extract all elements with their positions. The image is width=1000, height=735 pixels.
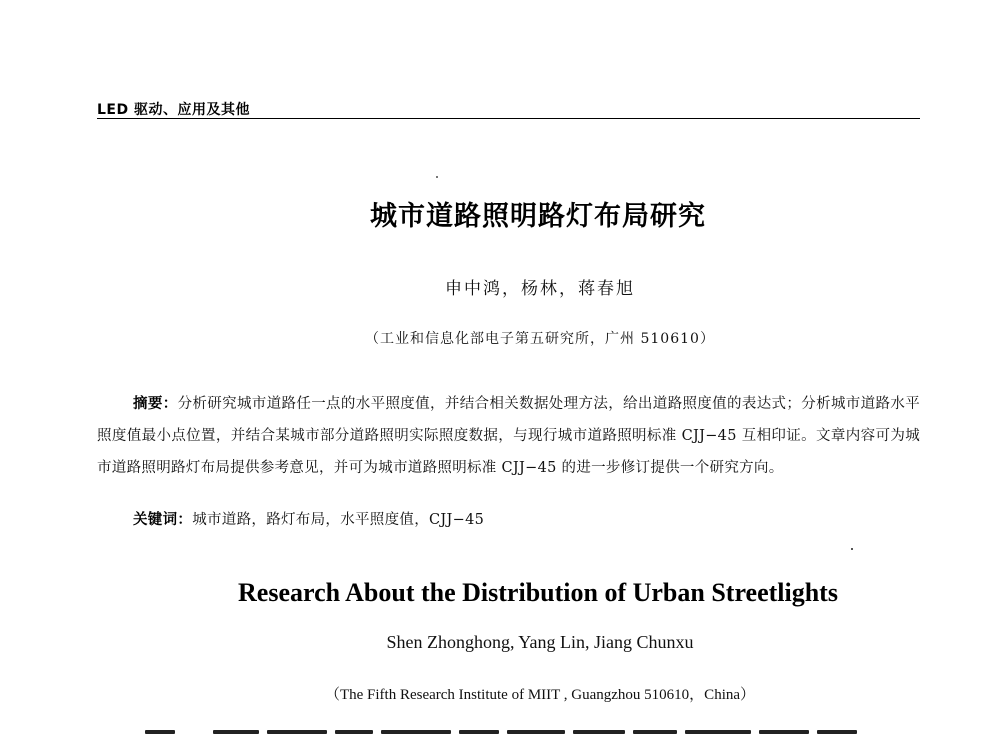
keywords-label: 关键词： bbox=[133, 512, 193, 528]
scan-speck bbox=[851, 548, 853, 550]
chinese-authors: 申中鸿，杨林，蒋春旭 bbox=[445, 279, 635, 299]
abstract-text: 分析研究城市道路任一点的水平照度值，并结合相关数据处理方法，给出道路照度值的表达式；分析城市道路水平照度值最小点位置，并结合某城市部分道路照明实际照度数据，与现行城市道路照明标准 CJJ−45 互相印证。文章内容可为城市道路照明路灯布局提供参考意见，并可为城市道路照明标准 CJJ−45 的进一步修订提供一个研究方向。 bbox=[97, 396, 921, 476]
chinese-title: 城市道路照明路灯布局研究 bbox=[370, 201, 706, 232]
keywords-text: 城市道路，路灯布局，水平照度值，CJJ−45 bbox=[192, 512, 485, 528]
running-head: LED 驱动、应用及其他 bbox=[97, 102, 250, 118]
english-authors: Shen Zhonghong, Yang Lin, Jiang Chunxu bbox=[386, 632, 694, 652]
scan-speck bbox=[436, 176, 438, 178]
english-affiliation: （The Fifth Research Institute of MIIT , Guangzhou 510610，China） bbox=[324, 687, 756, 703]
english-title: Research About the Distribution of Urban Streetlights bbox=[238, 578, 838, 607]
chinese-keywords bbox=[133, 508, 484, 529]
abstract-label: 摘要： bbox=[133, 396, 178, 412]
chinese-affiliation: （工业和信息化部电子第五研究所，广州 510610） bbox=[365, 331, 715, 347]
header-rule bbox=[97, 118, 920, 119]
chinese-abstract bbox=[97, 388, 920, 484]
cropped-text-line bbox=[145, 728, 905, 735]
